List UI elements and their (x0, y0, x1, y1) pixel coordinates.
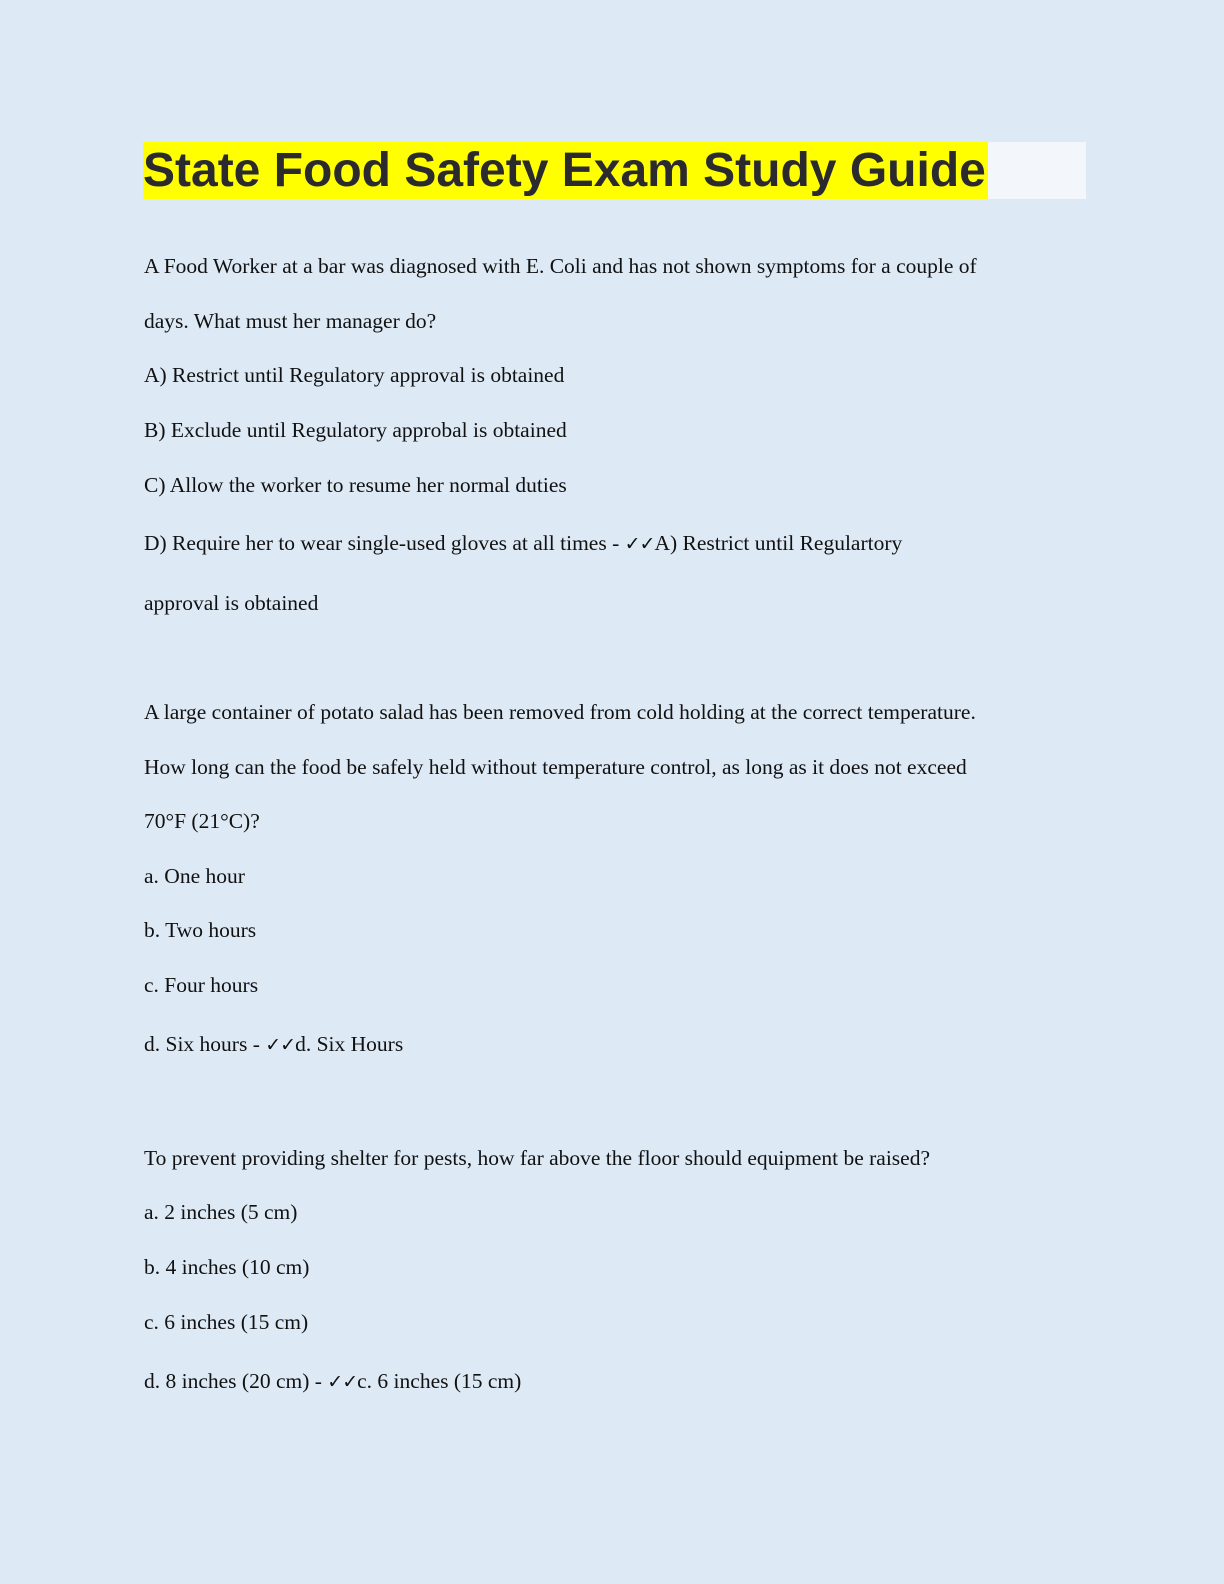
q3-option-b: b. 4 inches (10 cm) (144, 1255, 310, 1279)
q3-check-icon: ✓✓ (327, 1371, 358, 1393)
q3-answer: c. 6 inches (15 cm) (357, 1369, 522, 1393)
q1-option-b: B) Exclude until Regulatory approbal is obtained (144, 418, 567, 442)
q2-check-icon: ✓✓ (265, 1034, 296, 1056)
q1-question-line-1: A Food Worker at a bar was diagnosed with E. Coli and has not shown symptoms for a couple of (144, 254, 977, 278)
q3-option-d: d. 8 inches (20 cm) - (144, 1369, 328, 1393)
q1-question-line-2: days. What must her manager do? (144, 309, 437, 333)
page-title: State Food Safety Exam Study Guide (143, 144, 986, 197)
q1-option-d-line (144, 529, 902, 558)
q2-option-d-line (144, 1030, 403, 1059)
q3-option-c: c. 6 inches (15 cm) (144, 1310, 309, 1334)
q1-option-a: A) Restrict until Regulatory approval is obtained (144, 363, 565, 387)
q3-option-d-line (144, 1367, 521, 1396)
q2-question-line-3: 70°F (21°C)? (144, 809, 260, 833)
q1-option-d: D) Require her to wear single-used gloves at all times - (144, 531, 625, 555)
title-block (143, 142, 1086, 199)
q2-option-c: c. Four hours (144, 973, 259, 997)
q3-option-a: a. 2 inches (5 cm) (144, 1200, 298, 1224)
q1-option-c: C) Allow the worker to resume her normal duties (144, 473, 567, 497)
q2-question-line-2: How long can the food be safely held without temperature control, as long as it does not exceed (144, 755, 967, 779)
q2-answer: d. Six Hours (295, 1032, 404, 1056)
q1-answer-line-2: approval is obtained (144, 591, 319, 615)
q1-check-icon: ✓✓ (624, 533, 655, 555)
q1-answer: A) Restrict until Regulartory (654, 531, 903, 555)
q2-question-line-1: A large container of potato salad has been removed from cold holding at the correct temperature. (144, 700, 976, 724)
q2-option-a: a. One hour (144, 864, 245, 888)
q2-option-d: d. Six hours - (144, 1032, 266, 1056)
q2-option-b: b. Two hours (144, 918, 257, 942)
q3-question-line-1: To prevent providing shelter for pests, how far above the floor should equipment be raised? (144, 1146, 931, 1170)
